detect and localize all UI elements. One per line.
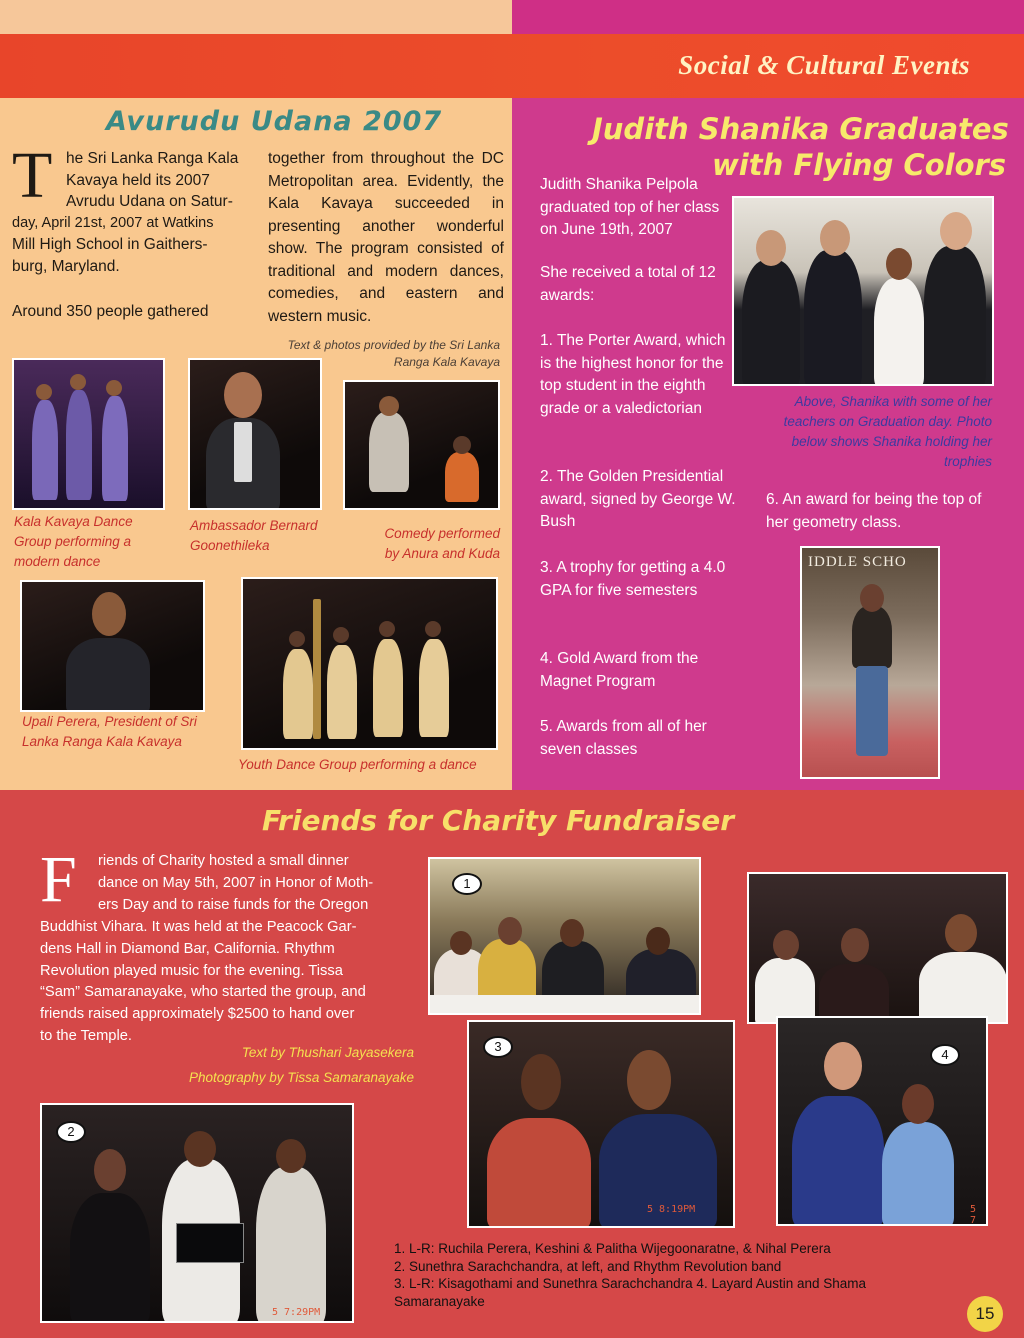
photo-credit: Photography by Tissa Samaranayake	[188, 1070, 414, 1085]
avurudu-column-2: together from throughout the DC Metropolitan area. Evidently, the Kala Kavaya succeeded in presenting another wonderful show. The program consisted of traditional and modern dances, comedies, and eastern and western music.	[268, 150, 504, 325]
award-1: 1. The Porter Award, which is the highest honor for the top student in the eighth grade or a valedictorian	[540, 332, 726, 417]
text-line: burg, Maryland.	[12, 257, 120, 275]
youth-dance-caption: Youth Dance Group performing a dance	[238, 757, 477, 772]
photo-timestamp: 5 8:19PM	[647, 1204, 696, 1215]
text-line: Revolution played music for the evening. Tissa	[40, 962, 343, 979]
charity-title: Friends for Charity Fundraiser	[262, 804, 735, 837]
photo-number-badge: 3	[483, 1036, 513, 1058]
youth-dance-photo	[241, 577, 498, 750]
caption-line: 2. Sunethra Sarachchandra, at left, and Rhythm Revolution band	[394, 1258, 782, 1274]
text-line: day, April 21st, 2007 at Watkins	[12, 214, 214, 231]
graduation-caption: Above, Shanika with some of her teachers on Graduation day. Photo below shows Shanika holding her trophies	[783, 394, 992, 469]
charity-photo-4	[776, 1016, 988, 1226]
avurudu-credit: Text & photos provided by the Sri Lanka Ranga Kala Kavaya	[287, 338, 500, 369]
ambassador-caption: Ambassador Bernard Goonethileka	[190, 518, 318, 553]
award-6: 6. An award for being the top of her geometry class.	[766, 491, 982, 531]
avurudu-column-1	[12, 139, 248, 323]
ambassador-photo	[188, 358, 322, 510]
text-line: dens Hall in Diamond Bar, California. Rhythm	[40, 940, 335, 957]
text-line: ers Day and to raise funds for the Oregon	[98, 896, 369, 913]
text-line: Around 350 people gathered	[12, 303, 209, 320]
caption-line: Samaranayake	[394, 1293, 485, 1309]
graduation-photo	[732, 196, 994, 386]
trophies-photo	[800, 546, 940, 779]
photo-number-badge: 2	[56, 1121, 86, 1143]
avurudu-dropcap: T	[12, 139, 53, 212]
text-line: Mill High School in Gaithers-	[12, 236, 208, 253]
dance-group-photo	[12, 358, 165, 510]
award-2: 2. The Golden Presidential award, signed by George W. Bush	[540, 468, 736, 531]
text-line: friends raised approximately $2500 to hand over	[40, 1006, 355, 1023]
judith-title-line-1: Judith Shanika Graduates	[592, 112, 1009, 146]
award-4: 4. Gold Award from the Magnet Program	[540, 650, 699, 690]
school-sign: IDDLE SCHO	[808, 554, 907, 570]
photo-number-badge: 1	[452, 873, 482, 895]
charity-photo-1	[428, 857, 701, 1015]
photo-timestamp: 5 7	[970, 1204, 977, 1226]
dance-group-caption: Kala Kavaya Dance Group performing a modern dance	[14, 514, 133, 569]
judith-intro: Judith Shanika Pelpola graduated top of her class on June 19th, 2007	[540, 176, 720, 239]
text-credit: Text by Thushari Jayasekera	[241, 1045, 414, 1060]
comedy-caption: Comedy performed by Anura and Kuda	[384, 526, 500, 561]
charity-photo-2	[40, 1103, 354, 1323]
charity-photo-group	[747, 872, 1008, 1024]
charity-dropcap: F	[40, 843, 77, 916]
judith-total: She received a total of 12 awards:	[540, 264, 716, 304]
comedy-photo	[343, 380, 500, 510]
text-line: he Sri Lanka Ranga Kala	[66, 150, 239, 167]
text-line	[12, 277, 248, 301]
upali-perera-photo	[20, 580, 205, 712]
text-line: riends of Charity hosted a small dinner	[98, 853, 349, 869]
caption-line: 1. L-R: Ruchila Perera, Keshini & Palitha Wijegoonaratne, & Nihal Perera	[394, 1241, 831, 1256]
avurudu-title: Avurudu Udana 2007	[106, 106, 443, 137]
upali-caption: Upali Perera, President of Sri Lanka Ranga Kala Kavaya	[22, 714, 197, 749]
charity-photo-3	[467, 1020, 735, 1228]
text-line: Kavaya held its 2007	[66, 171, 210, 189]
photo-timestamp: 5 7:29PM	[272, 1307, 321, 1318]
caption-line: 3. L-R: Kisagothami and Sunethra Sarachchandra 4. Layard Austin and Shama	[394, 1276, 867, 1291]
photo-number-badge: 4	[930, 1044, 960, 1066]
section-title: Social & Cultural Events	[678, 50, 970, 80]
text-line: to the Temple.	[40, 1028, 132, 1045]
text-line: Avrudu Udana on Satur-	[66, 193, 233, 210]
page-number: 15	[967, 1296, 1003, 1332]
charity-captions	[394, 1240, 954, 1310]
top-band-right	[512, 0, 1024, 34]
top-band-left	[0, 0, 512, 34]
text-line: “Sam” Samaranayake, who started the group, and	[40, 984, 366, 1001]
text-line: Buddhist Vihara. It was held at the Peacock Gar-	[40, 918, 357, 935]
judith-title-line-2: with Flying Colors	[712, 148, 1007, 182]
award-5: 5. Awards from all of her seven classes	[540, 718, 707, 758]
text-line: dance on May 5th, 2007 in Honor of Moth-	[98, 874, 374, 891]
award-3: 3. A trophy for getting a 4.0 GPA for five semesters	[540, 559, 726, 599]
charity-body	[40, 843, 420, 1048]
